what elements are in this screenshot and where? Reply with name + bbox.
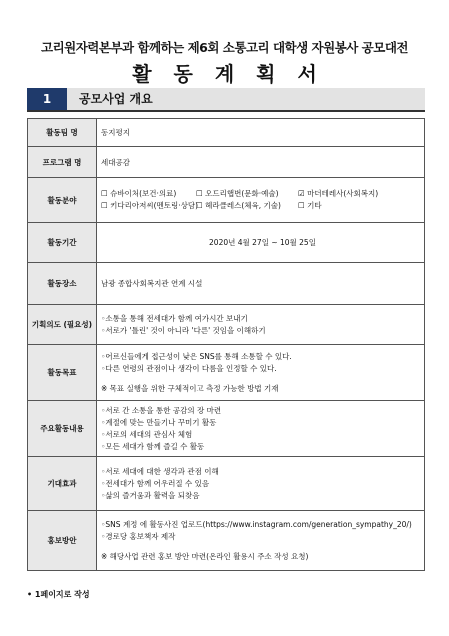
row-effect xyxy=(28,457,425,511)
label-intent: 기획의도 (필요성) xyxy=(28,305,97,345)
value-effect[interactable] xyxy=(97,457,425,511)
row-promo xyxy=(28,511,425,571)
checkbox-mother-teresa[interactable]: ☑ 마더테레사(사회복지) xyxy=(298,189,379,198)
value-period[interactable]: 2020년 4월 27일 ~ 10월 25일 xyxy=(97,223,425,263)
value-promo[interactable] xyxy=(97,511,425,571)
label-field: 활동분야 xyxy=(28,178,97,223)
goal-line-2: ◦다른 연령의 관점이나 생각이 다름을 인정할 수 있다. xyxy=(101,363,277,373)
row-content xyxy=(28,401,425,457)
value-team[interactable]: 동지평지 xyxy=(97,119,425,147)
label-goal: 활동목표 xyxy=(28,345,97,401)
promo-note: ※ 해당사업 관련 홍보 방안 마련(온라인 활용시 주소 작성 요청) xyxy=(101,551,309,561)
row-place xyxy=(28,263,425,305)
checkbox-schweitzer[interactable]: ☐ 슈바이처(보건·의료) xyxy=(101,189,177,198)
row-intent xyxy=(28,305,425,345)
value-goal[interactable] xyxy=(97,345,425,401)
content-line-1: ◦서로 간 소통을 통한 공감의 장 마련 xyxy=(101,405,222,415)
row-team xyxy=(28,119,425,147)
checkbox-daddy-long-legs[interactable]: ☐ 키다리아저씨(멘토링·상담) xyxy=(101,201,199,210)
footer-note: • 1페이지로 작성 xyxy=(27,590,90,599)
row-period xyxy=(28,223,425,263)
promo-line-1: ◦SNS 계정 에 활동사진 업로드(https://www.instagram.com/generation_sympathy_20/) xyxy=(101,519,412,529)
goal-line-1: ◦어르신들에게 접근성이 낮은 SNS를 통해 소통할 수 있다. xyxy=(101,351,292,361)
goal-note: ※ 목표 실행을 위한 구체적이고 측정 가능한 방법 기재 xyxy=(101,383,279,393)
label-program: 프로그램 명 xyxy=(28,147,97,178)
intent-line-2: ◦서로가 '틀린' 것이 아니라 '다른' 것임을 이해하기 xyxy=(101,325,266,335)
row-field xyxy=(28,178,425,223)
label-team: 활동팀 명 xyxy=(28,119,97,147)
effect-line-2: ◦전세대가 함께 어우러질 수 있음 xyxy=(101,478,210,488)
intent-line-1: ◦소통을 통해 전세대가 함께 여가시간 보내기 xyxy=(101,313,248,323)
value-program[interactable]: 세대공감 xyxy=(97,147,425,178)
label-place: 활동장소 xyxy=(28,263,97,305)
section-title: 공모사업 개요 xyxy=(79,92,153,106)
value-field xyxy=(97,178,425,223)
row-program xyxy=(28,147,425,178)
document-title: 고리원자력본부과 함께하는 제6회 소통고리 대학생 자원봉사 공모대전 xyxy=(41,40,408,55)
value-intent[interactable] xyxy=(97,305,425,345)
effect-line-3: ◦삶의 즐거움과 활력을 되찾음 xyxy=(101,490,200,500)
effect-line-1: ◦서로 세대에 대한 생각과 관점 이해 xyxy=(101,466,219,476)
checkbox-other[interactable]: ☐ 기타 xyxy=(298,201,322,210)
document-subtitle: 활동계획서 xyxy=(132,62,339,86)
label-content: 주요활동내용 xyxy=(28,401,97,457)
label-effect: 기대효과 xyxy=(28,457,97,511)
value-place[interactable]: 남광 종합사회복지관 연계 시설 xyxy=(97,263,425,305)
content-line-4: ◦모든 세대가 함께 즐길 수 활동 xyxy=(101,441,205,451)
label-promo: 홍보방안 xyxy=(28,511,97,571)
value-content[interactable] xyxy=(97,401,425,457)
section-number: 1 xyxy=(27,88,67,110)
section-header xyxy=(27,88,425,112)
content-line-2: ◦계절에 맞는 만들기나 꾸미기 활동 xyxy=(101,417,217,427)
checkbox-hercules[interactable]: ☐ 헤라클레스(체육, 기술) xyxy=(196,201,281,210)
plan-form-table xyxy=(27,118,425,571)
label-period: 활동기간 xyxy=(28,223,97,263)
row-goal xyxy=(28,345,425,401)
content-line-3: ◦서로의 세대의 관심사 체험 xyxy=(101,429,193,439)
checkbox-audrey-hepburn[interactable]: ☐ 오드리햅번(문화·예술) xyxy=(196,189,279,198)
promo-line-2: ◦경로당 홍보책자 제작 xyxy=(101,531,176,541)
